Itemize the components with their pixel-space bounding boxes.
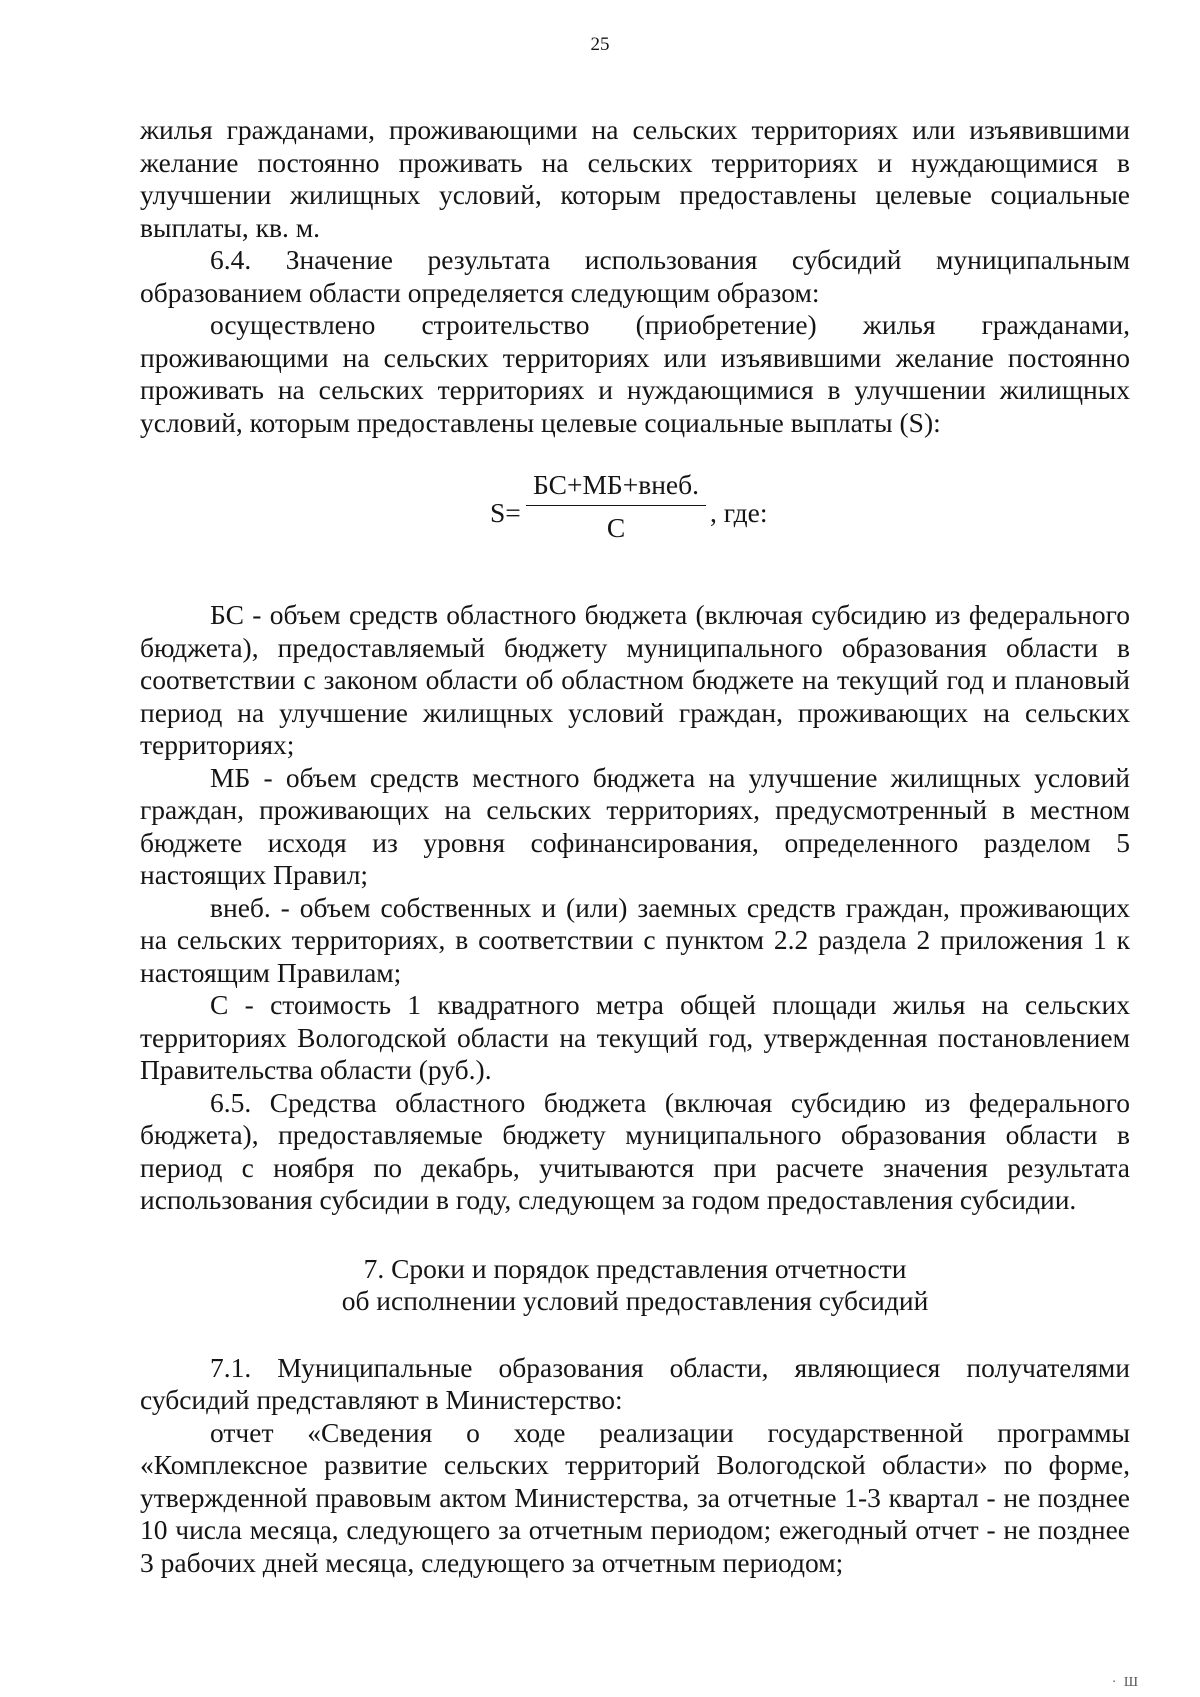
paragraph-7-1: 7.1. Муниципальные образования области, являющиеся получателями субсидий представляют в Министерство: (140, 1351, 1130, 1415)
definition-bs: БС - объем средств областного бюджета (включая субсидию из федерального бюджета), предоставляемый бюджету муниципального образования области в соответствии с законом области об областном бюджете на текущий год и плановый период на улучшение жилищных условий граждан, проживающих на сельских территориях; (140, 599, 1130, 760)
formula-suffix: , где: (710, 497, 768, 528)
section-title-line-2: об исполнении условий предоставления субсидий (341, 1285, 929, 1316)
corner-mark: · Ш (1111, 1675, 1140, 1690)
formula-numerator: БС+МБ+внеб. (533, 469, 699, 500)
paragraph-6-4: 6.4. Значение результата использования субсидий муниципальным образованием области определяется следующим образом: (140, 244, 1130, 308)
paragraph-continuation: жилья гражданами, проживающими на сельских территориях или изъявившими желание постоянно проживать на сельских территориях и нуждающимися в улучшении жилищных условий, которым предоставлены целевые социальные выплаты, кв. м. (140, 114, 1130, 243)
definition-c: С - стоимость 1 квадратного метра общей площади жилья на сельских территориях Вологодской области на текущий год, утвержденная постановлением Правительства области (руб.). (140, 989, 1130, 1085)
page-number: 25 (590, 34, 610, 55)
formula-denominator: С (606, 512, 626, 543)
formula-fraction (526, 467, 706, 546)
section-title-line-1: 7. Сроки и порядок представления отчетности (363, 1252, 907, 1284)
paragraph-result-definition: осуществлено строительство (приобретение) жилья гражданами, проживающими на сельских территориях или изъявившими желание постоянно проживать на сельских территориях и нуждающимися в улучшении жилищных условий, которым предоставлены целевые социальные выплаты (S): (140, 309, 1130, 438)
formula-block (140, 459, 1130, 599)
definition-vneb: внеб. - объем собственных и (или) заемных средств граждан, проживающих на сельских территориях, в соответствии с пунктом 2.2 раздела 2 приложения 1 к настоящим Правилам; (140, 891, 1130, 988)
paragraph-6-5: 6.5. Средства областного бюджета (включая субсидию из федерального бюджета), предоставляемые бюджету муниципального образования области в период с ноября по декабрь, учитываются при расчете значения результата использования субсидии в году, следующем за годом предоставления субсидии. (140, 1086, 1130, 1215)
definition-mb: МБ - объем средств местного бюджета на улучшение жилищных условий граждан, проживающих на сельских территориях, предусмотренный в местном бюджете исходя из уровня софинансирования, определенного разделом 5 настоящих Правил; (140, 761, 1130, 890)
formula-lhs: S= (490, 497, 521, 528)
paragraph-report: отчет «Сведения о ходе реализации государственной программы «Комплексное развитие сельских территорий Вологодской области» по форме, утвержденной правовым актом Министерства, за отчетные 1-3 квартал - не позднее 10 числа месяца, следующего за отчетным периодом; ежегодный отчет - не позднее 3 рабочих дней месяца, следующего за отчетным периодом; (140, 1416, 1130, 1578)
fraction-line (526, 505, 706, 506)
section-title (140, 1253, 1130, 1318)
document-body (140, 114, 1130, 1579)
